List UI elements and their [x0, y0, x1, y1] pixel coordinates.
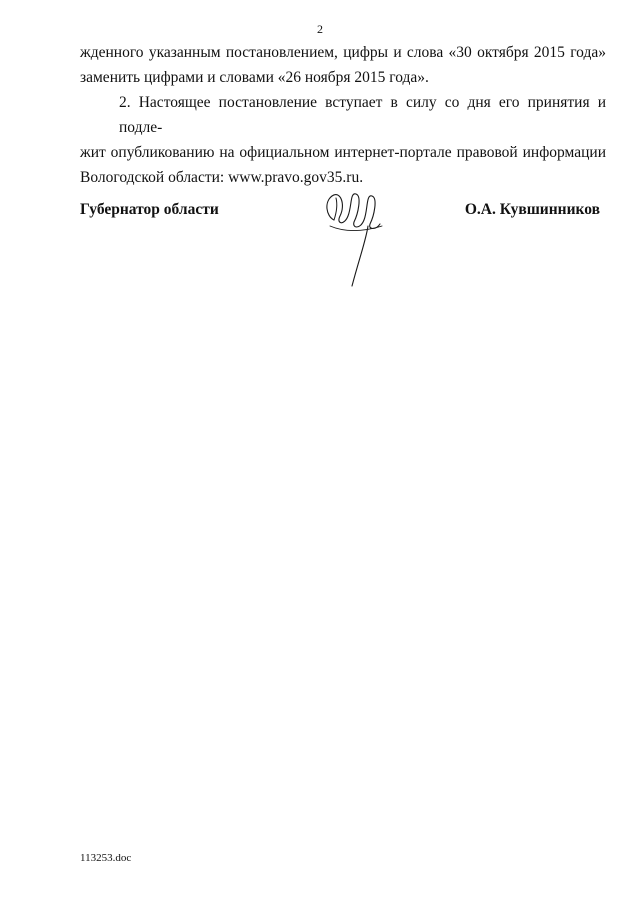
page-number: 2 — [317, 22, 323, 36]
signatory-title: Губернатор области — [80, 201, 219, 218]
text-line: Вологодской области: www.pravo.gov35.ru. — [80, 169, 364, 186]
text-line: жденного указанным постановлением, цифры и слова «30 октября 2015 года» — [80, 44, 606, 61]
text-line: жит опубликованию на официальном интернет-портале правовой информации — [80, 144, 606, 161]
signatory-name: О.А. Кувшинников — [464, 201, 600, 218]
paragraph-continuation — [80, 40, 606, 90]
handwritten-signature — [322, 186, 388, 290]
text-line: 2. Настоящее постановление вступает в силу со дня его принятия и подле- — [119, 94, 606, 136]
text-line: заменить цифрами и словами «26 ноября 2015 года». — [80, 69, 429, 86]
footer-file-name: 113253.doc — [80, 852, 132, 864]
paragraph-effective-date — [80, 90, 606, 190]
